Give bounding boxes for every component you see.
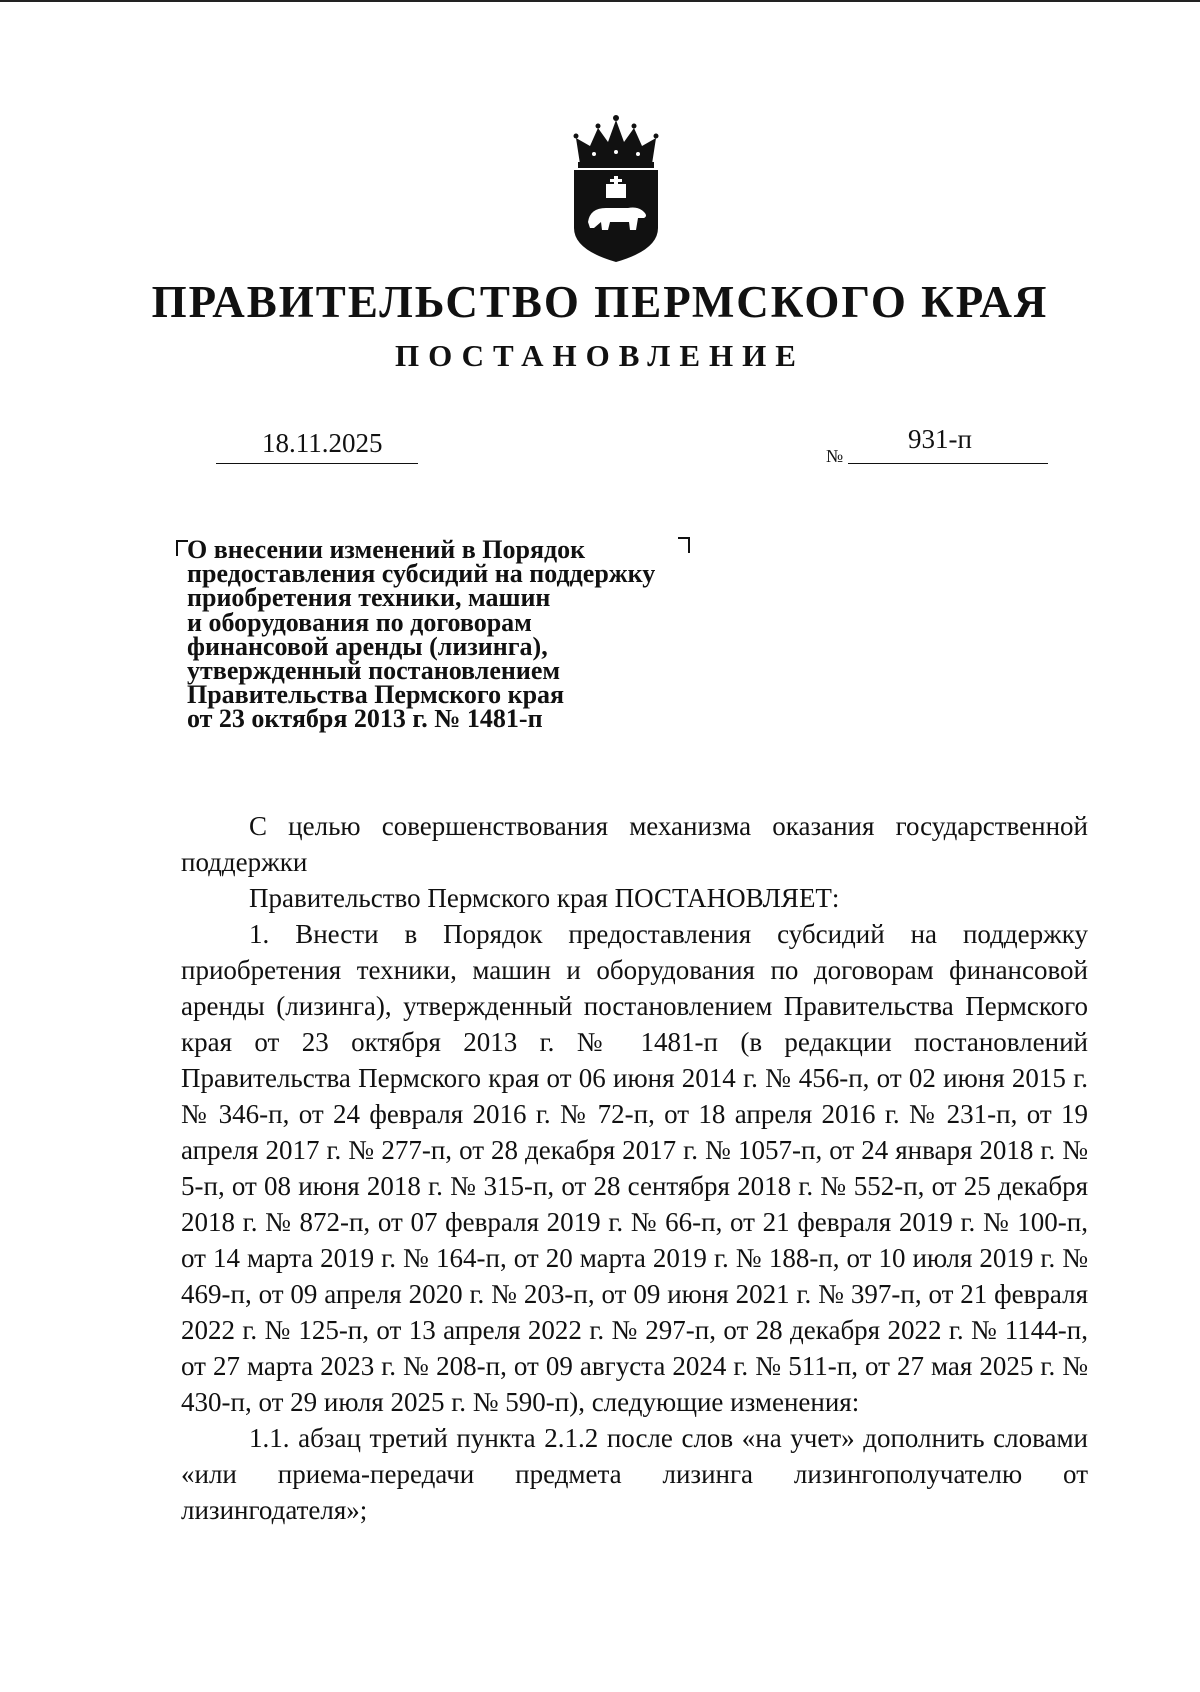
perm-krai-coat-of-arms-emblem (566, 112, 666, 262)
subject-line: от 23 октября 2013 г. № 1481-п (187, 704, 543, 734)
subject-line: Правительства Пермского края (187, 680, 565, 710)
subject-line: утвержденный постановлением (187, 655, 561, 685)
document-subject (187, 535, 727, 734)
document-number: 931-п (908, 424, 972, 454)
scan-top-border (0, 0, 1200, 2)
government-title: ПРАВИТЕЛЬСТВО ПЕРМСКОГО КРАЯ (151, 277, 1049, 327)
number-underline (848, 463, 1048, 464)
resolves-paragraph: Правительство Пермского края ПОСТАНОВЛЯЕТ: (249, 883, 840, 913)
document-type: ПОСТАНОВЛЕНИЕ (395, 338, 805, 373)
item-1-1-paragraph: 1.1. абзац третий пункта 2.1.2 после слов «на учет» дополнить словами «или приема-передачи предмета лизинга лизингополучателю от лизингодателя»; (181, 1423, 1088, 1525)
subject-line: О внесении изменений в Порядок (187, 535, 586, 564)
subject-line: финансовой аренды (лизинга), (187, 631, 548, 661)
preamble-paragraph: С целью совершенствования механизма оказания государственной поддержки (181, 811, 1088, 877)
subject-line: и оборудования по договорам (187, 607, 532, 637)
subject-line: предоставления субсидий на поддержку (187, 559, 656, 589)
document-body (181, 808, 1088, 1528)
number-sign: № (826, 446, 844, 466)
date-underline (216, 463, 418, 464)
subject-line: приобретения техники, машин (187, 583, 551, 613)
document-date: 18.11.2025 (262, 428, 383, 458)
item-1-paragraph: 1. Внести в Порядок предоставления субсидий на поддержку приобретения техники, машин и оборудования по договорам финансовой аренды (лизинга), утвержденный постановлением Правительства Пермского края от 23 октября 2013 г. № 1481-п (в редакции постановлений Правительства Пермского края от 06 июня 2014 г. № 456-п, от 02 июня 2015 г. № 346-п, от 24 февраля 2016 г. № 72-п, от 18 апреля 2016 г. № 231-п, от 19 апреля 2017 г. № 277-п, от 28 декабря 2017 г. № 1057-п, от 24 января 2018 г. № 5-п, от 08 июня 2018 г. № 315-п, от 28 сентября 2018 г. № 552-п, от 25 декабря 2018 г. № 872-п, от 07 февраля 2019 г. № 66-п, от 21 февраля 2019 г. № 100-п, от 14 марта 2019 г. № 164-п, от 20 марта 2019 г. № 188-п, от 10 июля 2019 г. № 469-п, от 09 апреля 2020 г. № 203-п, от 09 июня 2021 г. № 397-п, от 21 февраля 2022 г. № 125-п, от 13 апреля 2022 г. № 297-п, от 28 декабря 2022 г. № 1144-п, от 27 марта 2023 г. № 208-п, от 09 августа 2024 г. № 511-п, от 27 мая 2025 г. № 430-п, от 29 июля 2025 г. № 590-п), следующие изменения: (181, 919, 1088, 1417)
